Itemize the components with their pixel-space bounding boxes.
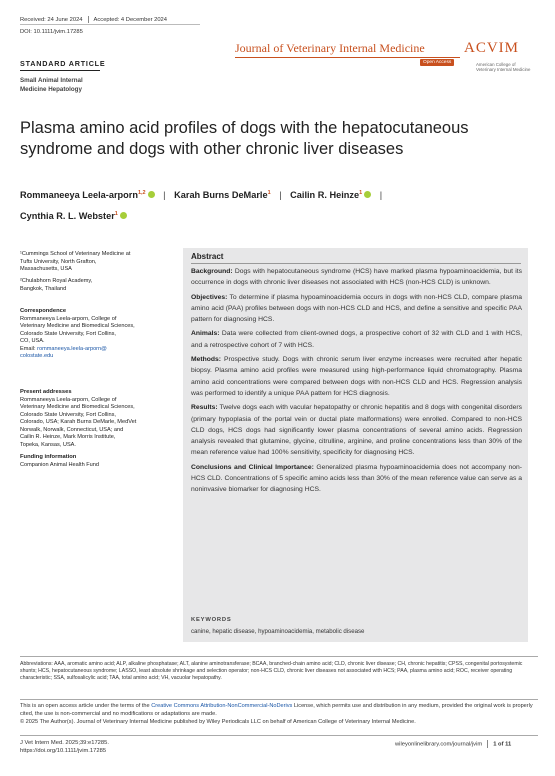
orcid-icon[interactable] (148, 191, 155, 198)
author-name: Karah Burns DeMarle (174, 190, 268, 201)
author[interactable] (20, 190, 155, 200)
article-title (20, 118, 535, 160)
funding-information (20, 454, 165, 469)
article-dates (20, 16, 167, 23)
affiliation-line: ²Chulabhorn Royal Academy, (20, 278, 93, 284)
abstract-section-label: Conclusions and Clinical Importance: (191, 463, 314, 471)
society-name (476, 62, 540, 73)
divider (88, 16, 89, 23)
orcid-icon[interactable] (364, 191, 371, 198)
author-separator: | (163, 190, 166, 201)
abstract-section-label: Methods: (191, 356, 221, 364)
author-name: Rommaneeya Leela-arporn (20, 190, 138, 201)
license-text: License, which permits use and distribution in any medium, provided the original work is properly cited, the use is non-commercial and no modifications or adaptations are made. (20, 703, 533, 717)
article-doi[interactable]: DOI: 10.1111/jvim.17285 (20, 29, 83, 35)
license-link[interactable]: Creative Commons Attribution-NonCommercial-NoDerivs (151, 703, 293, 709)
affiliation-2 (20, 278, 165, 293)
divider (487, 740, 488, 748)
present-addresses-heading: Present addresses (20, 389, 72, 395)
abstract-body (191, 266, 522, 499)
journal-site-link[interactable]: wileyonlinelibrary.com/journal/jvim (395, 741, 483, 748)
correspondence (20, 308, 165, 361)
title-line-1: Plasma amino acid profiles of dogs with the hepatocutaneous (20, 119, 469, 137)
license-rule (20, 699, 538, 700)
abstract-section-label: Objectives: (191, 293, 228, 301)
article-section (20, 76, 83, 94)
abstract-section-label: Results: (191, 404, 218, 412)
doi-link[interactable]: https://doi.org/10.1111/jvim.17285 (20, 747, 107, 754)
affiliation-line: Massachusetts, USA (20, 266, 72, 272)
journal-rule (235, 57, 460, 58)
accepted-date: Accepted: 4 December 2024 (93, 17, 168, 24)
abstract-section-text: Prospective study. Dogs with chronic serum liver enzyme increases were recruited after hepatic biopsy. Plasma amino acid profiles were measured using high-performance liquid chromatography. Plasma amino acid concentrations were compared between dogs with non-HCS CLD and HCS. Regression analysis was performed to identify a unique PAA pattern for HCS diagnosis. (191, 356, 522, 397)
abstract-section-text: Twelve dogs each with vacular hepatopathy or chronic hepatitis and 8 dogs with congenital disorders (primary hypoplasia of the portal vein or ductal plate malformations) were enrolled. Compared to non-HCS CLD dogs, HCS dogs had significantly lower plasma concentrations of several amino acids. Regression analysis revealed that glutamine, glycine, citrulline, arginine, and proline concentrations less than 30% of the mean reference value had 100% sensitivity, specificity for diagnosing HCS. (191, 404, 522, 457)
copyright-notice: © 2025 The Author(s). Journal of Veterinary Internal Medicine published by Wiley Periodicals LLC on behalf of American College of Veterinary Internal Medicine. (20, 718, 416, 725)
address-line: Veterinary Medicine and Biomedical Sciences, (20, 404, 135, 410)
keywords: canine, hepatic disease, hypoaminoacidemia, metabolic disease (191, 628, 365, 635)
author-affiliation-mark: 1 (359, 190, 363, 196)
author[interactable] (20, 211, 127, 221)
address-line: Rommaneeya Leela-arporn, College of (20, 396, 117, 403)
license-text: This is an open access article under the terms of the (20, 703, 152, 709)
author-affiliation-mark: 1,2 (137, 190, 146, 196)
abstract-objectives (191, 292, 522, 326)
footer-citation (20, 740, 109, 756)
abstract-section-text: Generalized plasma hypoaminoacidemia does not accompany non-HCS CLD. Concentrations of 5 specific amino acids less than 30% of the mean reference value can serve as a noninvasive biomarker for diagnosing HCS. (191, 463, 522, 494)
section-line-1: Small Animal Internal (20, 77, 83, 84)
funding-text: Companion Animal Health Fund (20, 461, 99, 468)
address-line: Colorado, USA; Karah Burns DeMarle, MedVet (20, 419, 137, 425)
society-name-line-2: Veterinary Internal Medicine (476, 67, 531, 73)
abstract-section-text: To determine if plasma hypoaminoacidemia occurs in dogs with non-HCS CLD, compare plasma amino acid (PAA) profiles between dogs with non-HCS CLD and HCS, and define a sensitive and specific PAA pattern for diagnosing HCS. (191, 293, 522, 324)
affiliation-1 (20, 251, 165, 274)
address-line: Colorado State University, Fort Collins, (20, 411, 116, 418)
header-rule (20, 24, 200, 25)
affiliation-line: Bangkok, Thailand (20, 285, 67, 292)
title-line-2: syndrome and dogs with other chronic liver diseases (20, 140, 404, 158)
abbreviations-rule (20, 656, 538, 657)
abstract-results (191, 402, 522, 458)
citation-text: J Vet Intern Med. 2025;39:e17285. (20, 740, 109, 746)
section-line-2: Medicine Hepatology (20, 86, 82, 93)
footer-right (395, 740, 511, 748)
abstract-conclusions (191, 462, 522, 496)
author[interactable] (290, 190, 371, 200)
email-link[interactable]: rommaneeya.leela-arporn@ (37, 345, 107, 352)
correspondence-line: Veterinary Medicine and Biomedical Sciences, (20, 323, 135, 329)
author[interactable] (174, 190, 271, 200)
abstract-section-label: Animals: (191, 330, 220, 338)
author-name: Cynthia R. L. Webster (20, 211, 115, 222)
society-name-line-1: American College of (476, 62, 516, 67)
affiliation-line: Tufts University, North Grafton, (20, 258, 97, 265)
author-separator: | (379, 190, 383, 201)
article-type-rule (20, 70, 100, 71)
article-type: STANDARD ARTICLE (20, 59, 106, 68)
abstract-methods (191, 354, 522, 399)
correspondence-line: Rommaneeya Leela-arporn, College of (20, 315, 117, 322)
address-line: Norwalk, Norwalk, Connecticut, USA; and (20, 426, 124, 433)
open-access-badge: Open Access (420, 59, 454, 66)
page-number: 1 of 11 (493, 741, 512, 748)
acvim-logo[interactable] (464, 40, 539, 85)
abstract-background (191, 266, 522, 289)
address-line: Topeka, Kansas, USA. (20, 441, 76, 448)
present-addresses (20, 389, 165, 449)
journal-title[interactable]: Journal of Veterinary Internal Medicine (235, 41, 425, 55)
author-affiliation-mark: 1 (267, 190, 271, 196)
correspondence-line: Colorado State University, Fort Collins, (20, 330, 116, 337)
abstract-animals (191, 328, 522, 351)
abstract-section-text: Dogs with hepatocutaneous syndrome (HCS) have marked plasma hypoaminoacidemia, but its occurrence in dogs with chronic liver diseases not associated with HCS (non-HCS CLD) is unknown. (191, 268, 522, 287)
abstract-rule (191, 263, 521, 264)
license-notice (20, 703, 538, 726)
email-link[interactable]: colostate.edu (20, 353, 54, 359)
author-list (20, 184, 535, 226)
received-date: Received: 24 June 2024 (20, 17, 83, 24)
correspondence-line: CO, USA. (20, 338, 45, 344)
acvim-logo-text: ACVIM (464, 40, 520, 56)
funding-heading: Funding information (20, 454, 77, 460)
orcid-icon[interactable] (120, 212, 127, 219)
address-line: Cailin R. Heinze, Mark Morris Institute, (20, 434, 116, 440)
author-name: Cailin R. Heinze (290, 190, 360, 201)
email-label: Email: (20, 345, 38, 352)
abstract-section-text: Data were collected from client-owned dogs, a prospective cohort of 32 with CLD and 1 with HCS, and a retrospective cohort of 7 with HCS. (191, 330, 522, 349)
keywords-heading: KEYWORDS (191, 617, 232, 623)
author-separator: | (279, 190, 282, 201)
correspondence-heading: Correspondence (20, 308, 67, 314)
abstract-section-label: Background: (191, 268, 233, 275)
footer-rule (20, 735, 538, 736)
abstract-heading: Abstract (191, 252, 224, 261)
abbreviations: Abbreviations: AAA, aromatic amino acid; ALP, alkaline phosphatase; ALT, alanine aminotransferase; BCAA, branched-chain amino acid; CLD, chronic liver disease; CH, chronic hepatitis; CPSS, congenital portosystemic shunts; HCS, hepatocutaneous syndrome; LASSO, least absolute shrinkage and selection operator; non-HCS CLD, chronic liver diseases not associated with HCS; PAA, plasma amino acid; ROC, receiver operating characteristic; SSA, sulfosalicylic acid; TAA, total amino acid; VH, vacuolar hepatopathy. (20, 661, 523, 681)
affiliation-line: ¹Cummings School of Veterinary Medicine at (20, 251, 131, 257)
author-affiliation-mark: 1 (114, 211, 118, 218)
